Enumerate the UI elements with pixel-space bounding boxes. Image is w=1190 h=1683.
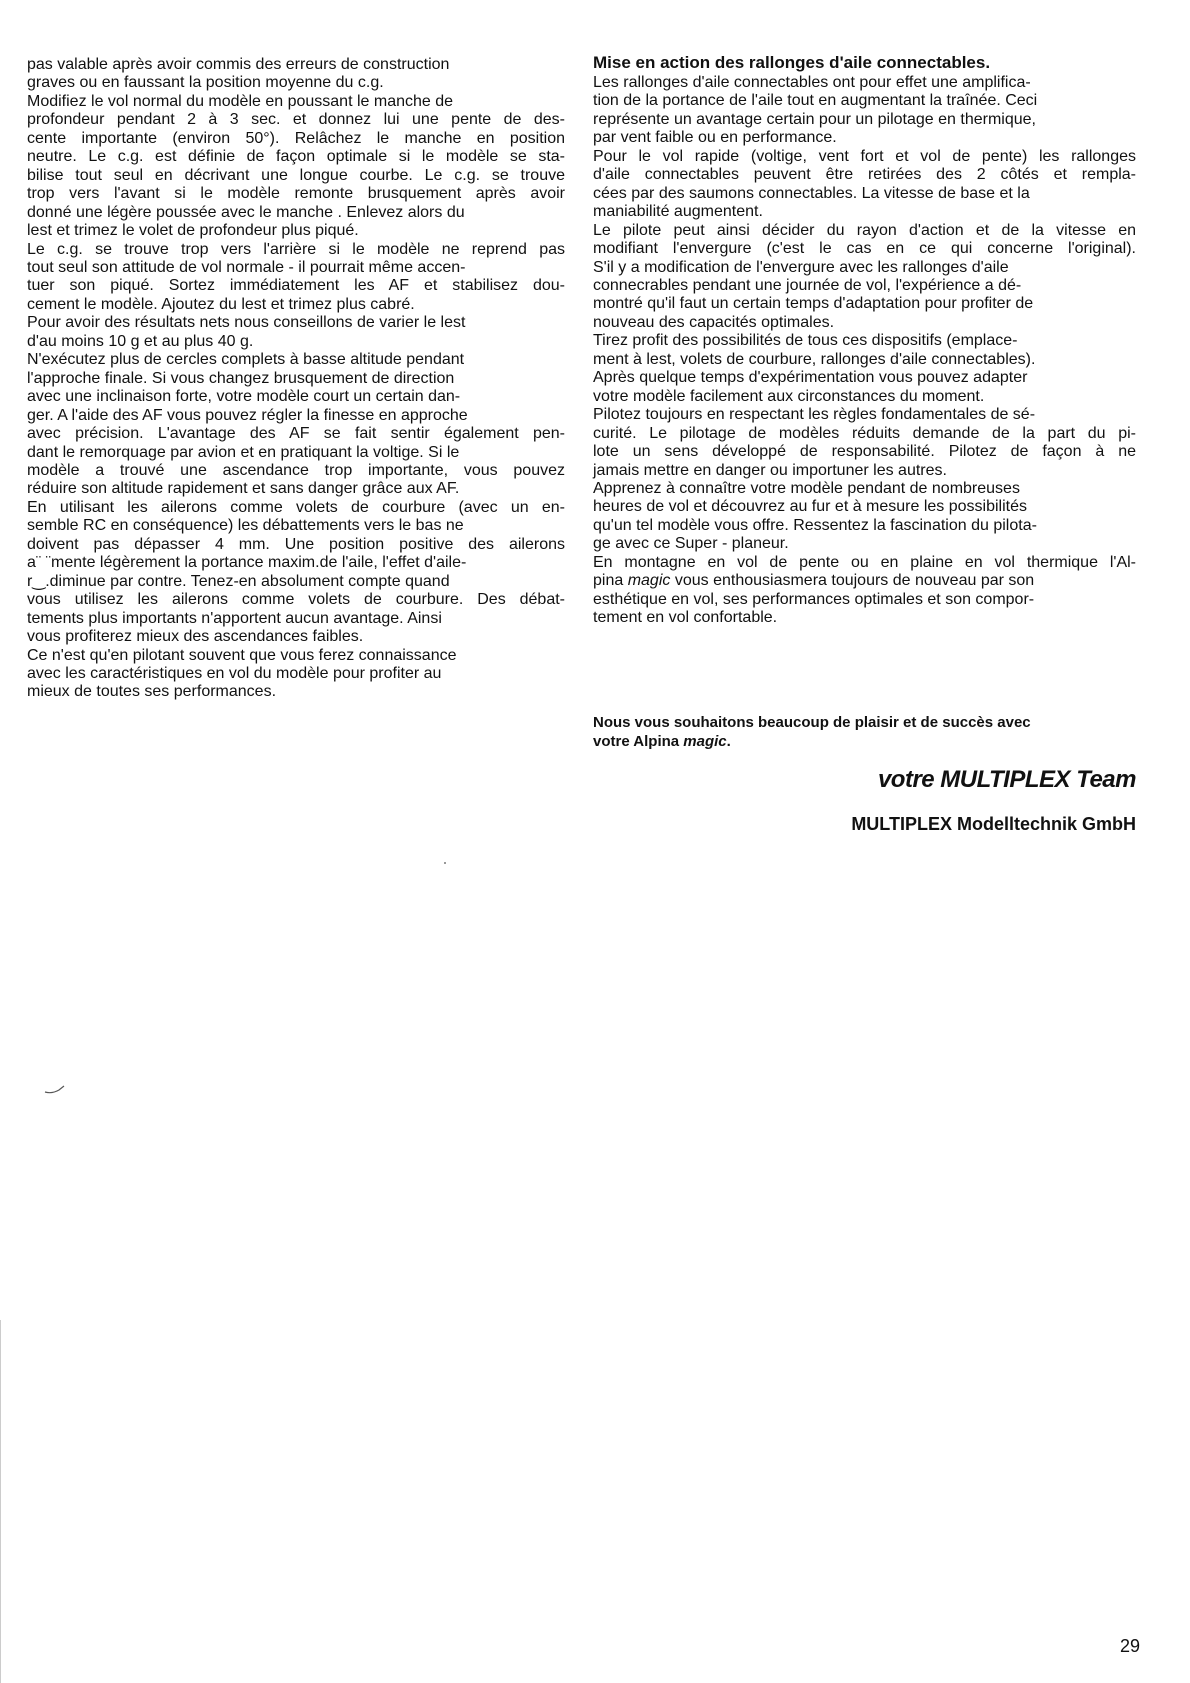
right-column-line: représente un avantage certain pour un pilotage en thermique, (593, 110, 1036, 128)
team-signature: votre MULTIPLEX Team (877, 766, 1136, 793)
right-column-line: curité. Le pilotage de modèles réduits demande de la part du pi- (593, 424, 1136, 442)
left-column-line: semble RC en conséquence) les débattements vers le bas ne (27, 517, 464, 535)
right-column-line: ment à lest, volets de courbure, rallonges d'aile connectables). (593, 350, 1036, 368)
right-column-line: tion de la portance de l'aile tout en augmentant la traînée. Ceci (593, 92, 1038, 110)
left-column-line: d'au moins 10 g et au plus 40 g. (27, 332, 254, 350)
scan-artifact (44, 1085, 68, 1095)
left-column-line: l'approche finale. Si vous changez brusquement de direction (27, 369, 455, 387)
left-column-line: trop vers l'avant si le modèle remonte brusquement après avoir (27, 185, 565, 203)
left-column-line: avec une inclinaison forte, votre modèle court un certain dan- (27, 388, 461, 406)
left-column-line: neutre. Le c.g. est définie de façon optimale si le modèle se sta- (27, 148, 565, 166)
closing-line-2-prefix: votre Alpina (593, 733, 684, 750)
left-column-line: N'exécutez plus de cercles complets à basse altitude pendant (27, 351, 465, 369)
left-column-line: graves ou en faussant la position moyenne du c.g. (27, 74, 384, 92)
right-column-line: connecrables pendant une journée de vol, l'expérience a dé- (593, 276, 1022, 294)
left-column-line: vous utilisez les ailerons comme volets de courbure. Des débat- (27, 591, 565, 609)
left-column-line: dant le remorquage par avion et en pratiquant la voltige. Si le (27, 443, 460, 461)
company-name: MULTIPLEX Modelltechnik GmbH (851, 814, 1136, 834)
right-column-line: Le pilote peut ainsi décider du rayon d'action et de la vitesse en (593, 221, 1136, 239)
left-column-line: Modifiez le vol normal du modèle en poussant le manche de (27, 92, 454, 110)
left-column-line: tuer son piqué. Sortez immédiatement les AF et stabilisez dou- (27, 277, 565, 295)
right-column-line: Tirez profit des possibilités de tous ces dispositifs (emplace- (593, 332, 1018, 350)
right-column-line: Pilotez toujours en respectant les règles fondamentales de sé- (593, 406, 1036, 424)
left-column-line: modèle a trouvé une ascendance trop importante, vous pouvez (27, 461, 565, 479)
closing-wish (593, 713, 1136, 751)
right-column-line: tement en vol confortable. (593, 609, 778, 627)
left-column-line: réduire son altitude rapidement et sans danger grâce aux AF. (27, 480, 460, 498)
left-column-line: r‿.diminue par contre. Tenez-en absolument compte quand (27, 572, 450, 590)
right-column-line: En montagne en vol de pente ou en plaine en vol thermique l'Al- (593, 553, 1136, 571)
right-column-line: Les rallonges d'aile connectables ont pour effet une amplifica- (593, 74, 1031, 91)
right-column-body (593, 74, 1136, 628)
left-column-line: cement le modèle. Ajoutez du lest et trimez plus cabré. (27, 295, 415, 313)
left-column-line: Pour avoir des résultats nets nous conseillons de varier le lest (27, 314, 466, 332)
left-column-line: avec précision. L'avantage des AF se fait sentir également pen- (27, 425, 565, 443)
right-column-line: nouveau des capacités optimales. (593, 313, 835, 331)
right-column-line: pina magic vous enthousiasmera toujours de nouveau par son (593, 572, 1035, 590)
right-column-line: ge avec ce Super - planeur. (593, 535, 789, 553)
left-column (27, 56, 565, 702)
right-column-line: jamais mettre en danger ou importuner les autres. (593, 461, 947, 479)
left-column-line: En utilisant les ailerons comme volets de courbure (avec un en- (27, 498, 565, 516)
left-column-line: lest et trimez le volet de profondeur plus piqué. (27, 222, 359, 240)
right-column-line: montré qu'il faut un certain temps d'adaptation pour profiter de (593, 295, 1034, 313)
right-column-line: esthétique en vol, ses performances optimales et son compor- (593, 590, 1035, 608)
scan-speck (444, 862, 446, 864)
left-column-line: cente importante (environ 50°). Relâchez le manche en position (27, 129, 565, 147)
scan-edge-line (0, 1320, 1, 1683)
left-column-line: avec les caractéristiques en vol du modèle pour profiter au (27, 664, 442, 682)
right-column (593, 53, 1136, 628)
right-column-line: S'il y a modification de l'envergure avec les rallonges d'aile (593, 258, 1009, 276)
left-column-line: vous profiterez mieux des ascendances faibles. (27, 628, 364, 646)
right-column-line: modifiant l'envergure (c'est le cas en ce qui concerne l'original). (593, 240, 1136, 258)
right-column-line: maniabilité augmentent. (593, 203, 763, 221)
right-column-line: lote un sens développé de responsabilité. Pilotez de façon à ne (593, 443, 1136, 461)
right-column-line: par vent faible ou en performance. (593, 129, 837, 147)
right-column-line: Après quelque temps d'expérimentation vous pouvez adapter (593, 369, 1028, 387)
left-column-line: bilise tout seul en décrivant une longue courbe. Le c.g. se trouve (27, 166, 565, 184)
right-column-line: cées par des saumons connectables. La vitesse de base et la (593, 184, 1030, 202)
left-column-line: tements plus importants n'apportent aucun avantage. Ainsi (27, 609, 442, 627)
left-column-line: mieux de toutes ses performances. (27, 683, 277, 701)
left-column-line: tout seul son attitude de vol normale - il pourrait même accen- (27, 258, 466, 276)
right-column-line: Pour le vol rapide (voltige, vent fort et vol de pente) les rallonges (593, 147, 1136, 165)
closing-line-2 (593, 732, 1136, 751)
closing-line-1: Nous vous souhaitons beaucoup de plaisir et de succès avec (593, 714, 1031, 731)
closing-line-2-suffix: . (726, 733, 731, 750)
right-column-line: qu'un tel modèle vous offre. Ressentez la fascination du pilota- (593, 516, 1037, 534)
section-heading: Mise en action des rallonges d'aile connectables. (593, 53, 991, 72)
left-column-line: Ce n'est qu'en pilotant souvent que vous ferez connaissance (27, 646, 457, 664)
closing-line-2-italic: magic (683, 733, 727, 750)
right-column-line: d'aile connectables peuvent être retirées des 2 côtés et rempla- (593, 166, 1136, 184)
left-column-line: a¨ ¨mente légèrement la portance maxim.de l'aile, l'effet d'aile- (27, 554, 467, 572)
left-column-line: doivent pas dépasser 4 mm. Une position positive des ailerons (27, 535, 565, 553)
left-column-line: ger. A l'aide des AF vous pouvez régler la finesse en approche (27, 406, 468, 424)
right-column-line: Apprenez à connaître votre modèle pendant de nombreuses (593, 479, 1020, 497)
right-column-line: votre modèle facilement aux circonstances du moment. (593, 387, 985, 405)
left-column-line: Le c.g. se trouve trop vers l'arrière si le modèle ne reprend pas (27, 240, 565, 258)
left-column-line: profondeur pendant 2 à 3 sec. et donnez lui une pente de des- (27, 111, 565, 129)
left-column-line: pas valable après avoir commis des erreurs de construction (27, 56, 450, 73)
right-column-line: heures de vol et découvrez au fur et à mesure les possibilités (593, 498, 1028, 516)
left-column-line: donné une légère poussée avec le manche . Enlevez alors du (27, 203, 465, 221)
page-number: 29 (1119, 1636, 1140, 1656)
